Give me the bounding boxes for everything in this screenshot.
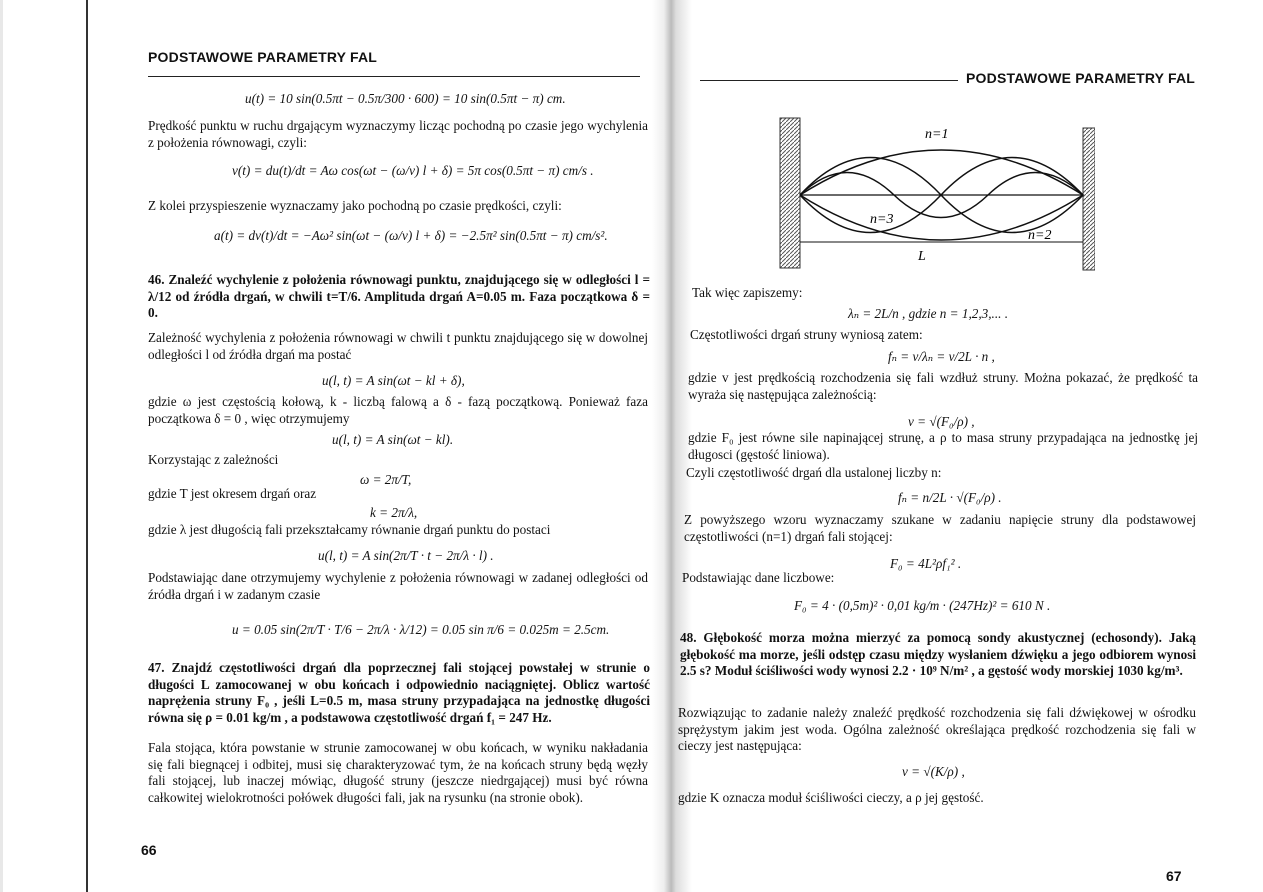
equation-F0-num: F₀ = 4 · (0,5m)² · 0,01 kg/m · (247Hz)² = 610 N . xyxy=(794,598,1051,613)
equation-46-6: u = 0.05 sin(2π/T · T/6 − 2π/λ · λ/12) = 0.05 sin π/6 = 0.025m = 2.5cm. xyxy=(232,622,610,637)
paragraph-c: gdzie v jest prędkością rozchodzenia się fali wzdłuż struny. Można pokazać, że prędkość ta wyraża się następująca zależnością: xyxy=(688,370,1198,402)
equation-v: v = √(F₀/ρ) , xyxy=(908,414,975,429)
label-n1: n=1 xyxy=(925,127,949,142)
page-number: 67 xyxy=(1166,868,1182,884)
equation-fn: fₙ = v/λₙ = v/2L · n , xyxy=(888,349,995,364)
equation-46-5: u(l, t) = A sin(2π/T · t − 2π/λ · l) . xyxy=(318,548,494,563)
paragraph-a: Tak więc zapiszemy: xyxy=(692,285,803,300)
paragraph-46c: Korzystając z zależności xyxy=(148,452,279,467)
page-header: PODSTAWOWE PARAMETRY FAL xyxy=(148,49,378,65)
left-wall xyxy=(780,118,800,268)
equation-46-3: ω = 2π/T, xyxy=(360,472,412,487)
task-47: 47. Znajdź częstotliwości drgań dla poprzecznej fali stojącej powstałej w strunie o długości L zamocowanej w obu końcach i odpowiednio naciągniętej. Oblicz wartość naprężenia struny F₀ , jeśli L=0.5 m, masa struny przypadająca na jednostkę długości równa się ρ = 0.01 kg/m , a podstawowa częstotliwość drgań f₁ = 247 Hz. xyxy=(148,660,650,725)
paragraph-e: Czyli częstotliwość drgań dla ustalonej liczby n: xyxy=(686,465,942,480)
paragraph-46f: Podstawiając dane otrzymujemy wychylenie z położenia równowagi w zadanej odległości od źródła drgań i w zadanym czasie xyxy=(148,570,648,602)
paragraph-velocity: Prędkość punktu w ruchu drgającym wyznaczymy licząc pochodną po czasie jego wychylenia z położenia równowagi, czyli: xyxy=(148,118,648,150)
standing-wave-figure xyxy=(770,110,1095,275)
task-46: 46. Znaleźć wychylenie z położenia równowagi punktu, znajdującego się w odległości l = λ/12 od źródła drgań, w chwili t=T/6. Amplituda drgań A=0.05 m. Faza początkowa δ = 0. xyxy=(148,272,650,320)
page-header: PODSTAWOWE PARAMETRY FAL xyxy=(966,70,1196,86)
equation-lambda: λₙ = 2L/n , gdzie n = 1,2,3,... . xyxy=(848,306,1009,321)
equation-46-4: k = 2π/λ, xyxy=(370,505,418,520)
equation-F0: F₀ = 4L²ρf₁² . xyxy=(890,556,962,571)
paragraph-47a: Fala stojąca, która powstanie w strunie zamocowanej w obu końcach, w wyniku nakładania się fali biegnącej i odbitej, musi się charakteryzować tym, że na końcach struny będą węzły fali stojącej, lub inaczej mówiąc, długość struny (jeszcze niedrgającej) musi być równa całkowitej wielokrotności połówek długości fali, jak na rysunku (na stronie obok). xyxy=(148,740,648,805)
equation-fn2: fₙ = n/2L · √(F₀/ρ) . xyxy=(898,490,1002,505)
label-L: L xyxy=(918,249,926,264)
paragraph-d: gdzie F₀ jest równe sile napinającej strunę, a ρ to masa struny przypadająca na jednostkę jej długosci (gęstość liniowa). xyxy=(688,430,1198,462)
paragraph-b: Częstotliwości drgań struny wyniosą zatem: xyxy=(690,327,923,342)
equation-46-2: u(l, t) = A sin(ωt − kl). xyxy=(332,432,454,447)
header-rule xyxy=(148,76,640,77)
equation-u: u(t) = 10 sin(0.5πt − 0.5π/300 · 600) = 10 sin(0.5πt − π) cm. xyxy=(245,91,566,106)
paragraph-48a: Rozwiązując to zadanie należy znaleźć prędkość rozchodzenia się fali dźwiękowej w ośrodku sprężystym jakim jest woda. Ogólna zależność określająca prędkość rozchodzenia się fali w cieczy jest następująca: xyxy=(678,705,1196,753)
label-n2: n=2 xyxy=(1028,228,1052,243)
equation-v: v(t) = du(t)/dt = Aω cos(ωt − (ω/v) l + δ) = 5π cos(0.5πt − π) cm/s . xyxy=(232,163,594,178)
equation-48-v: v = √(K/ρ) , xyxy=(902,764,965,779)
equation-a: a(t) = dv(t)/dt = −Aω² sin(ωt − (ω/v) l + δ) = −2.5π² sin(0.5πt − π) cm/s². xyxy=(214,228,608,243)
right-page xyxy=(670,0,1263,892)
paragraph-46a: Zależność wychylenia z położenia równowagi w chwili t punktu znajdującego się w dowolnej odległości l od źródła drgań ma postać xyxy=(148,330,648,362)
label-n3: n=3 xyxy=(870,212,894,227)
page-number: 66 xyxy=(141,842,157,858)
paragraph-accel: Z kolei przyspieszenie wyznaczamy jako pochodną po czasie prędkości, czyli: xyxy=(148,198,562,213)
paragraph-g: Podstawiając dane liczbowe: xyxy=(682,570,835,585)
right-wall xyxy=(1083,128,1095,270)
paragraph-46d: gdzie T jest okresem drgań oraz xyxy=(148,486,317,501)
task-48: 48. Głębokość morza można mierzyć za pomocą sondy akustycznej (echosondy). Jaką głębokość ma morze, jeśli odstęp czasu między wysłaniem dźwięku a jego odbiorem wynosi 2.5 s? Moduł ściśliwości wody wynosi 2.2 · 10⁹ N/m² , a gęstość wody morskiej 1030 kg/m³. xyxy=(680,630,1196,678)
paragraph-46e: gdzie λ jest długością fali przekształcamy równanie drgań punktu do postaci xyxy=(148,522,551,537)
paragraph-46b: gdzie ω jest częstością kołową, k - liczbą falową a δ - fazą początkową. Ponieważ faza początkowa δ = 0 , więc otrzymujemy xyxy=(148,394,648,426)
paragraph-48b: gdzie K oznacza moduł ściśliwości cieczy, a ρ jej gęstość. xyxy=(678,790,984,805)
header-rule xyxy=(700,80,958,81)
equation-46-1: u(l, t) = A sin(ωt − kl + δ), xyxy=(322,373,465,388)
paragraph-f: Z powyższego wzoru wyznaczamy szukane w zadaniu napięcie struny dla podstawowej częstotliwości (n=1) drgań fali stojącej: xyxy=(684,512,1196,544)
